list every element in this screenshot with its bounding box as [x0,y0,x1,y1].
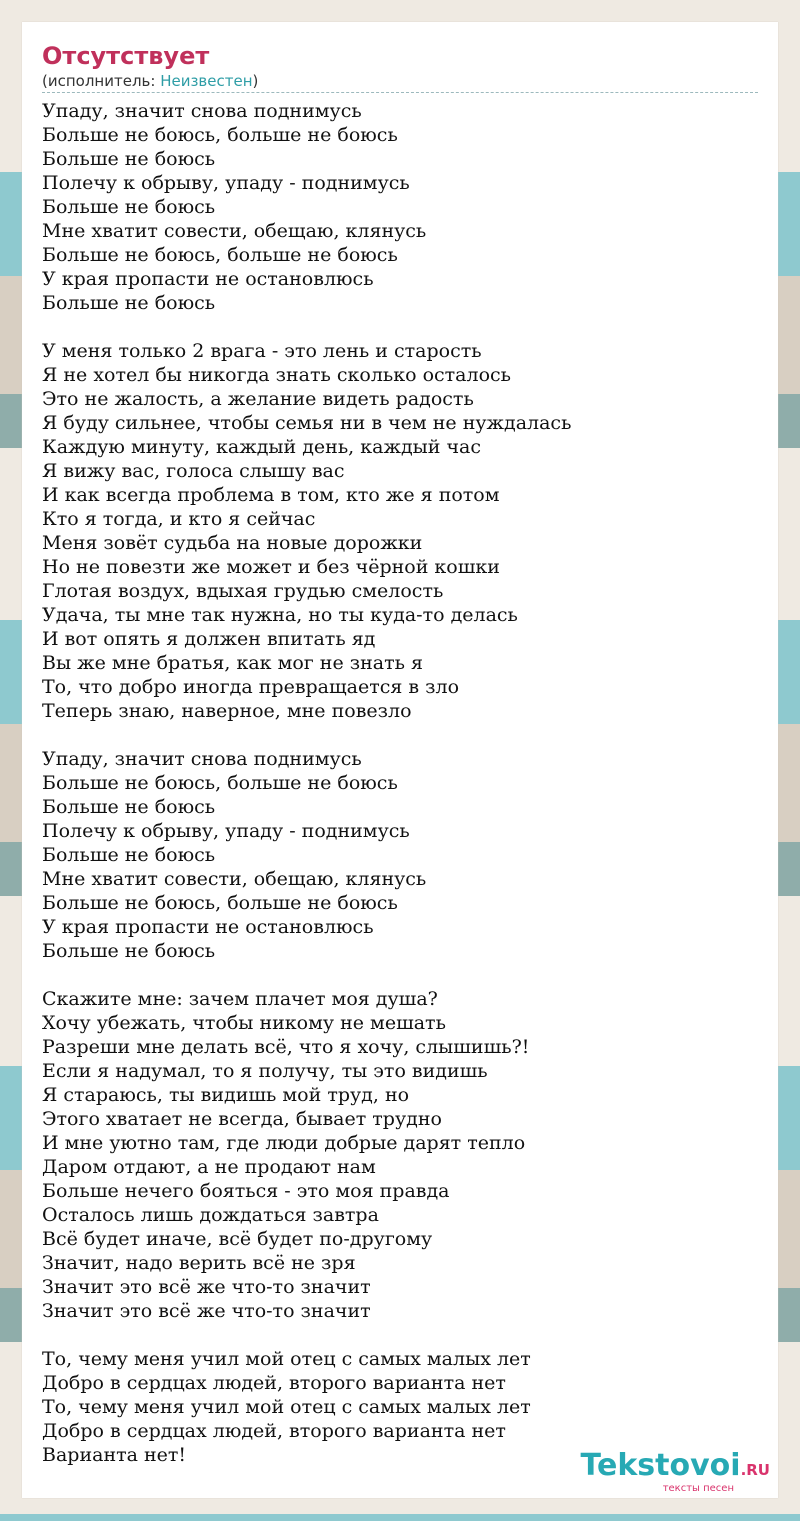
lyrics-line: Больше не боюсь [42,292,216,314]
lyrics-line: У края пропасти не остановлюсь [42,916,374,938]
lyrics-line: И вот опять я должен впитать яд [42,628,376,650]
lyrics-text [42,99,758,1467]
lyrics-blank-line [42,315,758,339]
lyrics-line: Добро в сердцах людей, второго варианта нет [42,1420,506,1442]
background-stripe [0,1514,800,1521]
lyrics-line: Этого хватает не всегда, бывает трудно [42,1108,442,1130]
lyrics-line: Я вижу вас, голоса слышу вас [42,460,345,482]
lyrics-line: Больше не боюсь, больше не боюсь [42,124,398,146]
lyrics-line: Разреши мне делать всё, что я хочу, слышишь?! [42,1036,530,1058]
lyrics-blank-line [42,963,758,987]
logo-tagline: тексты песен [662,1483,734,1494]
lyrics-line: Мне хватит совести, обещаю, клянусь [42,868,427,890]
site-logo[interactable] [581,1450,770,1494]
lyrics-line: Каждую минуту, каждый день, каждый час [42,436,481,458]
song-header [42,40,758,93]
performer-prefix: (исполнитель: [42,72,161,90]
lyrics-line: Значит это всё же что-то значит [42,1276,371,1298]
lyrics-line: Но не повезти же может и без чёрной кошки [42,556,500,578]
lyrics-line: Значит это всё же что-то значит [42,1300,371,1322]
lyrics-line: Если я надумал, то я получу, ты это видишь [42,1060,488,1082]
lyrics-line: Больше не боюсь [42,844,216,866]
lyrics-line: Глотая воздух, вдыхая грудью смелость [42,580,444,602]
lyrics-line: Полечу к обрыву, упаду - поднимусь [42,820,410,842]
performer-suffix: ) [252,72,259,90]
lyrics-line: То, чему меня учил мой отец с самых малых лет [42,1396,531,1418]
lyrics-line: Больше не боюсь [42,940,216,962]
lyrics-line: Мне хватит совести, обещаю, клянусь [42,220,427,242]
lyrics-line: И мне уютно там, где люди добрые дарят тепло [42,1132,526,1154]
lyrics-line: Удача, ты мне так нужна, но ты куда-то делась [42,604,518,626]
lyrics-line: Теперь знаю, наверное, мне повезло [42,700,412,722]
lyrics-line: Я не хотел бы никогда знать сколько осталось [42,364,511,386]
lyrics-line: Даром отдают, а не продают нам [42,1156,376,1178]
lyrics-line: И как всегда проблема в том, кто же я потом [42,484,500,506]
performer-line [42,72,758,93]
lyrics-line: Я буду сильнее, чтобы семья ни в чем не нуждалась [42,412,572,434]
lyrics-line: Это не жалость, а желание видеть радость [42,388,474,410]
lyrics-line: Вы же мне братья, как мог не знать я [42,652,423,674]
lyrics-line: Скажите мне: зачем плачет моя душа? [42,988,438,1010]
logo-wordmark [581,1450,770,1486]
lyrics-line: Упаду, значит снова поднимусь [42,748,362,770]
lyrics-line: Больше не боюсь [42,196,216,218]
lyrics-line: То, чему меня учил мой отец с самых малых лет [42,1348,531,1370]
lyrics-line: Больше не боюсь [42,148,216,170]
logo-domain: .RU [740,1461,770,1479]
lyrics-line: Полечу к обрыву, упаду - поднимусь [42,172,410,194]
song-title: Отсутствует [42,42,210,70]
lyrics-line: У края пропасти не остановлюсь [42,268,374,290]
lyrics-line: Хочу убежать, чтобы никому не мешать [42,1012,446,1034]
lyrics-line: Больше не боюсь, больше не боюсь [42,772,398,794]
lyrics-line: Варианта нет! [42,1444,187,1466]
lyrics-line: У меня только 2 врага - это лень и старость [42,340,482,362]
lyrics-line: Больше нечего бояться - это моя правда [42,1180,450,1202]
logo-name: Tekstovoi [580,1448,741,1483]
lyrics-line: Больше не боюсь [42,796,216,818]
lyrics-line: Кто я тогда, и кто я сейчас [42,508,316,530]
lyrics-line: Всё будет иначе, всё будет по-другому [42,1228,433,1250]
lyrics-line: То, что добро иногда превращается в зло [42,676,460,698]
lyrics-line: Больше не боюсь, больше не боюсь [42,892,398,914]
lyrics-line: Больше не боюсь, больше не боюсь [42,244,398,266]
lyrics-line: Осталось лишь дождаться завтра [42,1204,379,1226]
lyrics-blank-line [42,1323,758,1347]
lyrics-line: Меня зовёт судьба на новые дорожки [42,532,423,554]
lyrics-line: Добро в сердцах людей, второго варианта нет [42,1372,506,1394]
performer-link[interactable]: Неизвестен [160,72,253,90]
lyrics-line: Я стараюсь, ты видишь мой труд, но [42,1084,410,1106]
lyrics-line: Значит, надо верить всё не зря [42,1252,356,1274]
lyrics-line: Упаду, значит снова поднимусь [42,100,362,122]
lyrics-card [22,22,778,1498]
lyrics-blank-line [42,723,758,747]
